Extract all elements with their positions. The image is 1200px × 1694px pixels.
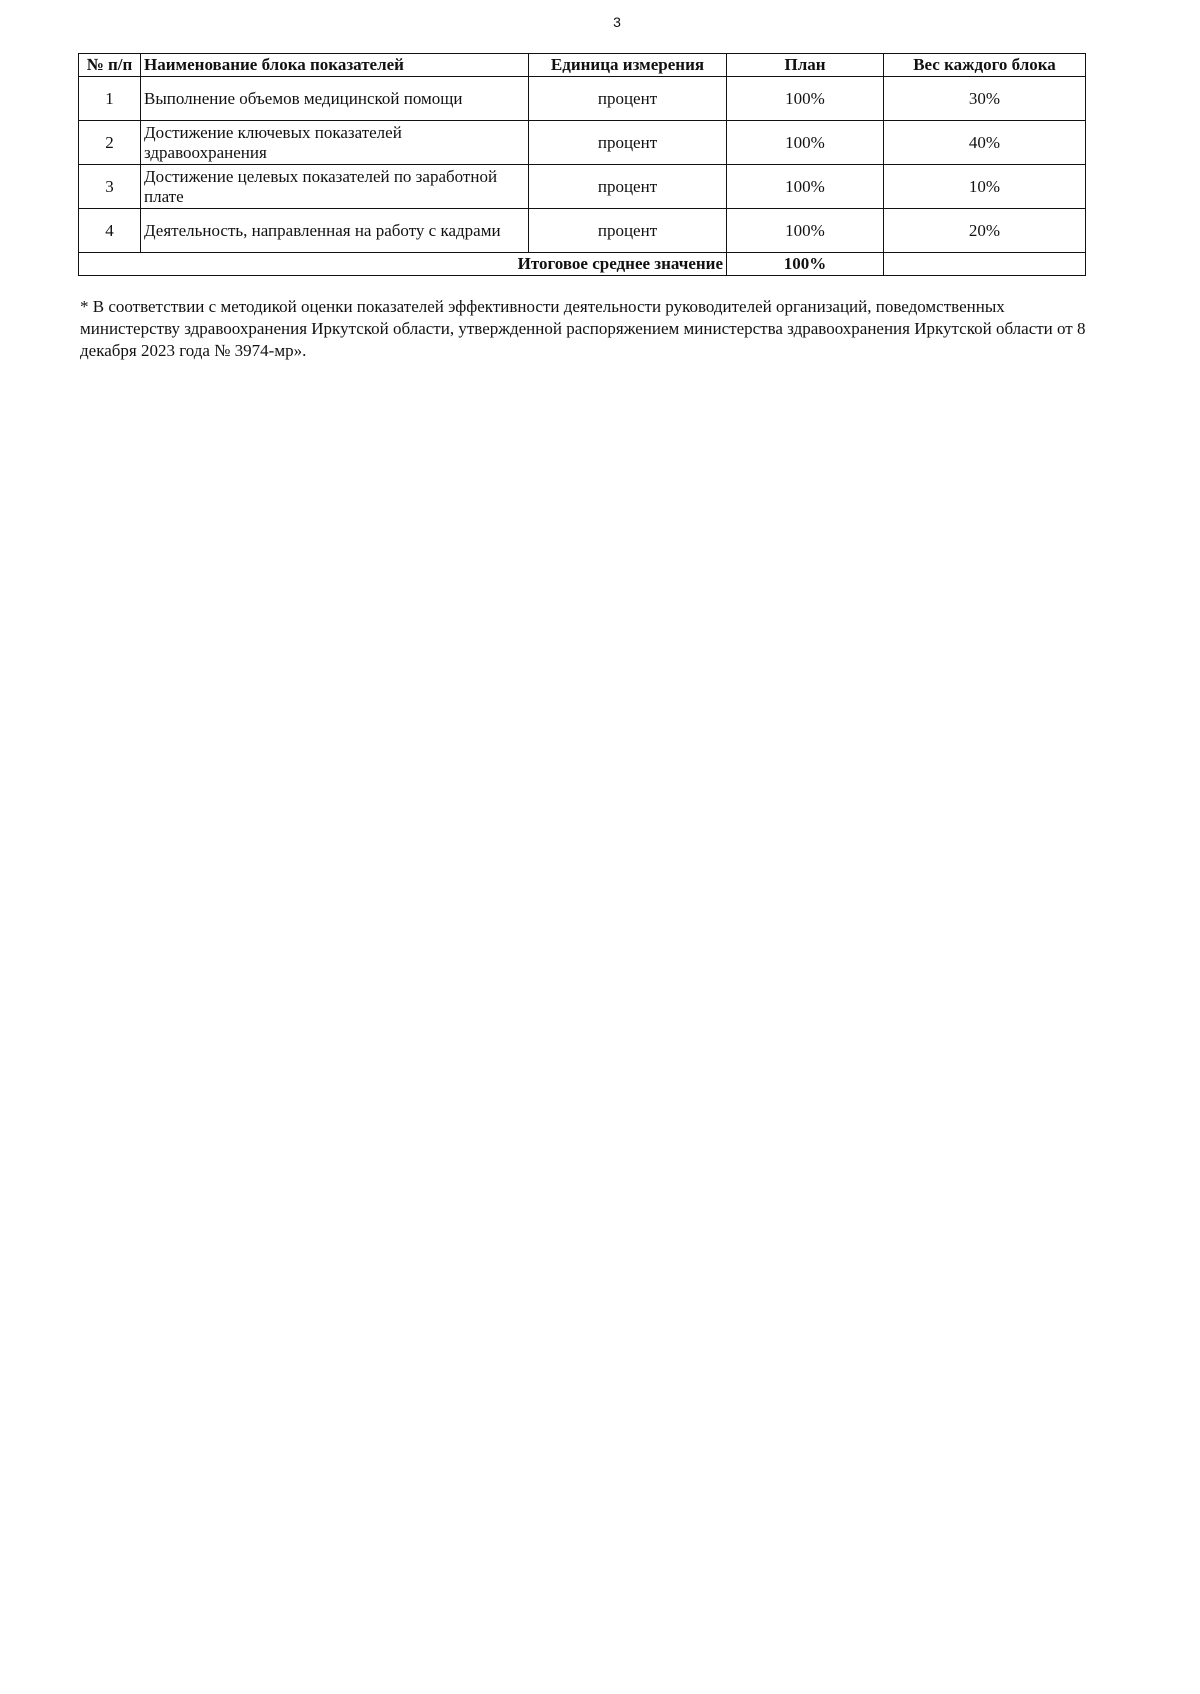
row-plan: 100% <box>727 209 884 253</box>
footnote: * В соответствии с методикой оценки показателей эффективности деятельности руководителей организаций, поведомственных министерству здравоохранения Иркутской области, утвержденной распоряжением министерства здравоохранения Иркутской области от 8 декабря 2023 года № 3974-мр». <box>80 297 1086 360</box>
row-number: 1 <box>79 77 141 121</box>
header-weight: Вес каждого блока <box>884 54 1086 77</box>
row-weight: 40% <box>884 121 1086 165</box>
total-plan: 100% <box>727 253 884 276</box>
row-unit: процент <box>529 209 727 253</box>
header-block-name: Наименование блока показателей <box>141 54 529 77</box>
row-number: 3 <box>79 165 141 209</box>
header-unit: Единица измерения <box>529 54 727 77</box>
table-row <box>79 209 1086 253</box>
total-row <box>79 253 1086 276</box>
total-weight-empty <box>884 253 1086 276</box>
table-row <box>79 121 1086 165</box>
row-block-name: Выполнение объемов медицинской помощи <box>141 77 529 121</box>
row-weight: 30% <box>884 77 1086 121</box>
row-plan: 100% <box>727 165 884 209</box>
row-number: 4 <box>79 209 141 253</box>
row-unit: процент <box>529 165 727 209</box>
row-block-name: Деятельность, направленная на работу с кадрами <box>141 209 529 253</box>
row-weight: 10% <box>884 165 1086 209</box>
table-header-row <box>79 54 1086 77</box>
page-number: 3 <box>613 14 621 30</box>
header-number: № п/п <box>79 54 141 77</box>
row-plan: 100% <box>727 77 884 121</box>
row-block-name: Достижение ключевых показателей здравоохранения <box>141 121 529 165</box>
row-unit: процент <box>529 121 727 165</box>
header-plan: План <box>727 54 884 77</box>
row-unit: процент <box>529 77 727 121</box>
row-plan: 100% <box>727 121 884 165</box>
table-row <box>79 165 1086 209</box>
row-number: 2 <box>79 121 141 165</box>
row-block-name: Достижение целевых показателей по заработной плате <box>141 165 529 209</box>
total-label: Итоговое среднее значение <box>79 253 727 276</box>
indicators-table <box>78 53 1086 276</box>
table-row <box>79 77 1086 121</box>
row-weight: 20% <box>884 209 1086 253</box>
